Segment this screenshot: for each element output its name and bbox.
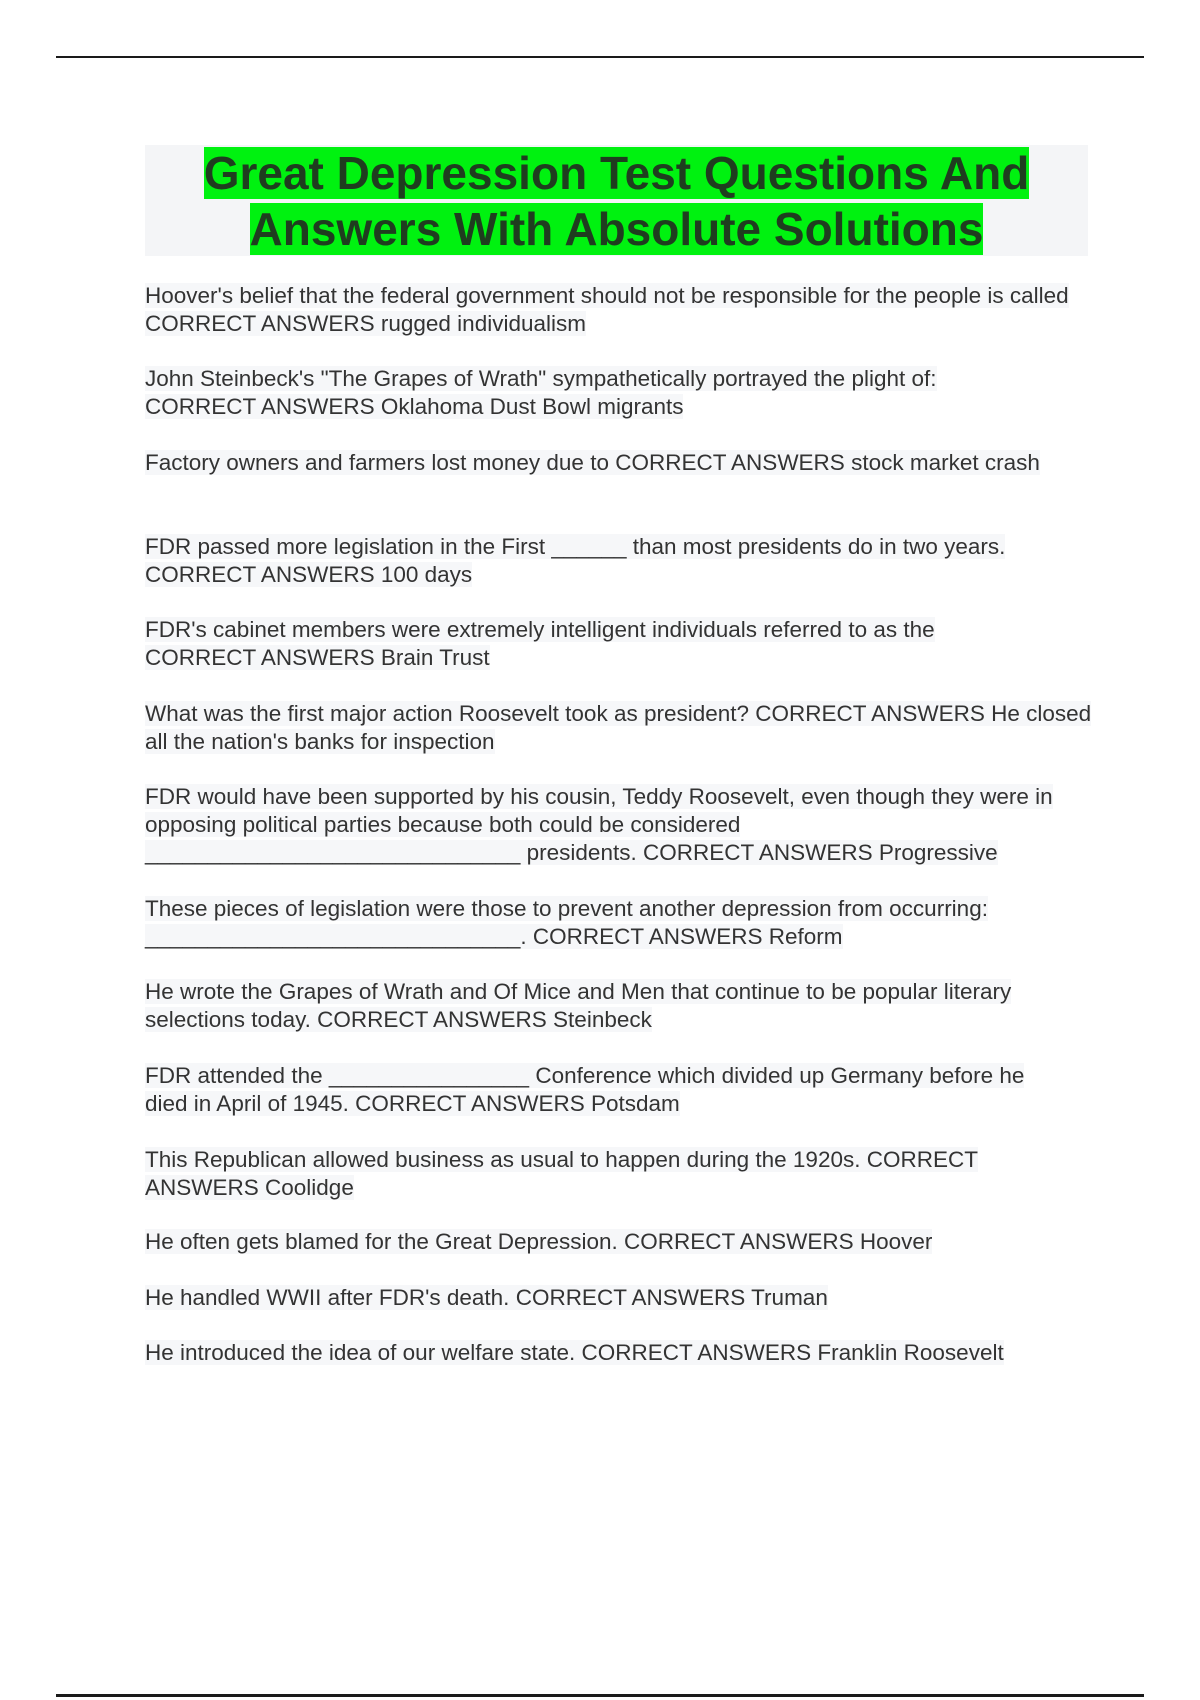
- document-title: [145, 145, 1088, 257]
- qa-item: He handled WWII after FDR's death. CORRECT ANSWERS Truman: [145, 1285, 828, 1310]
- document-title-text: Great Depression Test Questions And Answers With Absolute Solutions: [203, 147, 1030, 255]
- qa-item: These pieces of legislation were those to prevent another depression from occurring: ______________________________. CORRECT ANSWERS Reform: [145, 896, 988, 949]
- qa-item: He often gets blamed for the Great Depression. CORRECT ANSWERS Hoover: [145, 1229, 933, 1254]
- qa-item: FDR would have been supported by his cousin, Teddy Roosevelt, even though they were in opposing political parties because both could be considered ______________________________ presidents. CORRECT ANSWERS Progressive: [145, 784, 1053, 865]
- qa-item: FDR attended the ________________ Conference which divided up Germany before he died in April of 1945. CORRECT ANSWERS Potsdam: [145, 1063, 1025, 1116]
- qa-item: John Steinbeck's "The Grapes of Wrath" sympathetically portrayed the plight of: CORRECT ANSWERS Oklahoma Dust Bowl migrants: [145, 366, 937, 419]
- qa-item: He introduced the idea of our welfare state. CORRECT ANSWERS Franklin Roosevelt: [145, 1340, 1004, 1365]
- qa-item: FDR's cabinet members were extremely intelligent individuals referred to as the CORRECT ANSWERS Brain Trust: [145, 617, 935, 670]
- document-title-box: [145, 145, 1088, 256]
- qa-item: This Republican allowed business as usual to happen during the 1920s. CORRECT ANSWERS Coolidge: [145, 1147, 978, 1200]
- qa-item: What was the first major action Roosevelt took as president? CORRECT ANSWERS He closed all the nation's banks for inspection: [145, 701, 1092, 754]
- qa-item: He wrote the Grapes of Wrath and Of Mice and Men that continue to be popular literary selections today. CORRECT ANSWERS Steinbeck: [145, 979, 1012, 1032]
- qa-item: Factory owners and farmers lost money due to CORRECT ANSWERS stock market crash: [145, 450, 1040, 475]
- qa-item: Hoover's belief that the federal government should not be responsible for the people is called CORRECT ANSWERS rugged individualism: [145, 283, 1069, 336]
- header-rule: [56, 56, 1144, 58]
- footer-rule: [56, 1694, 1144, 1697]
- qa-item: FDR passed more legislation in the First ______ than most presidents do in two years. CORRECT ANSWERS 100 days: [145, 534, 1006, 587]
